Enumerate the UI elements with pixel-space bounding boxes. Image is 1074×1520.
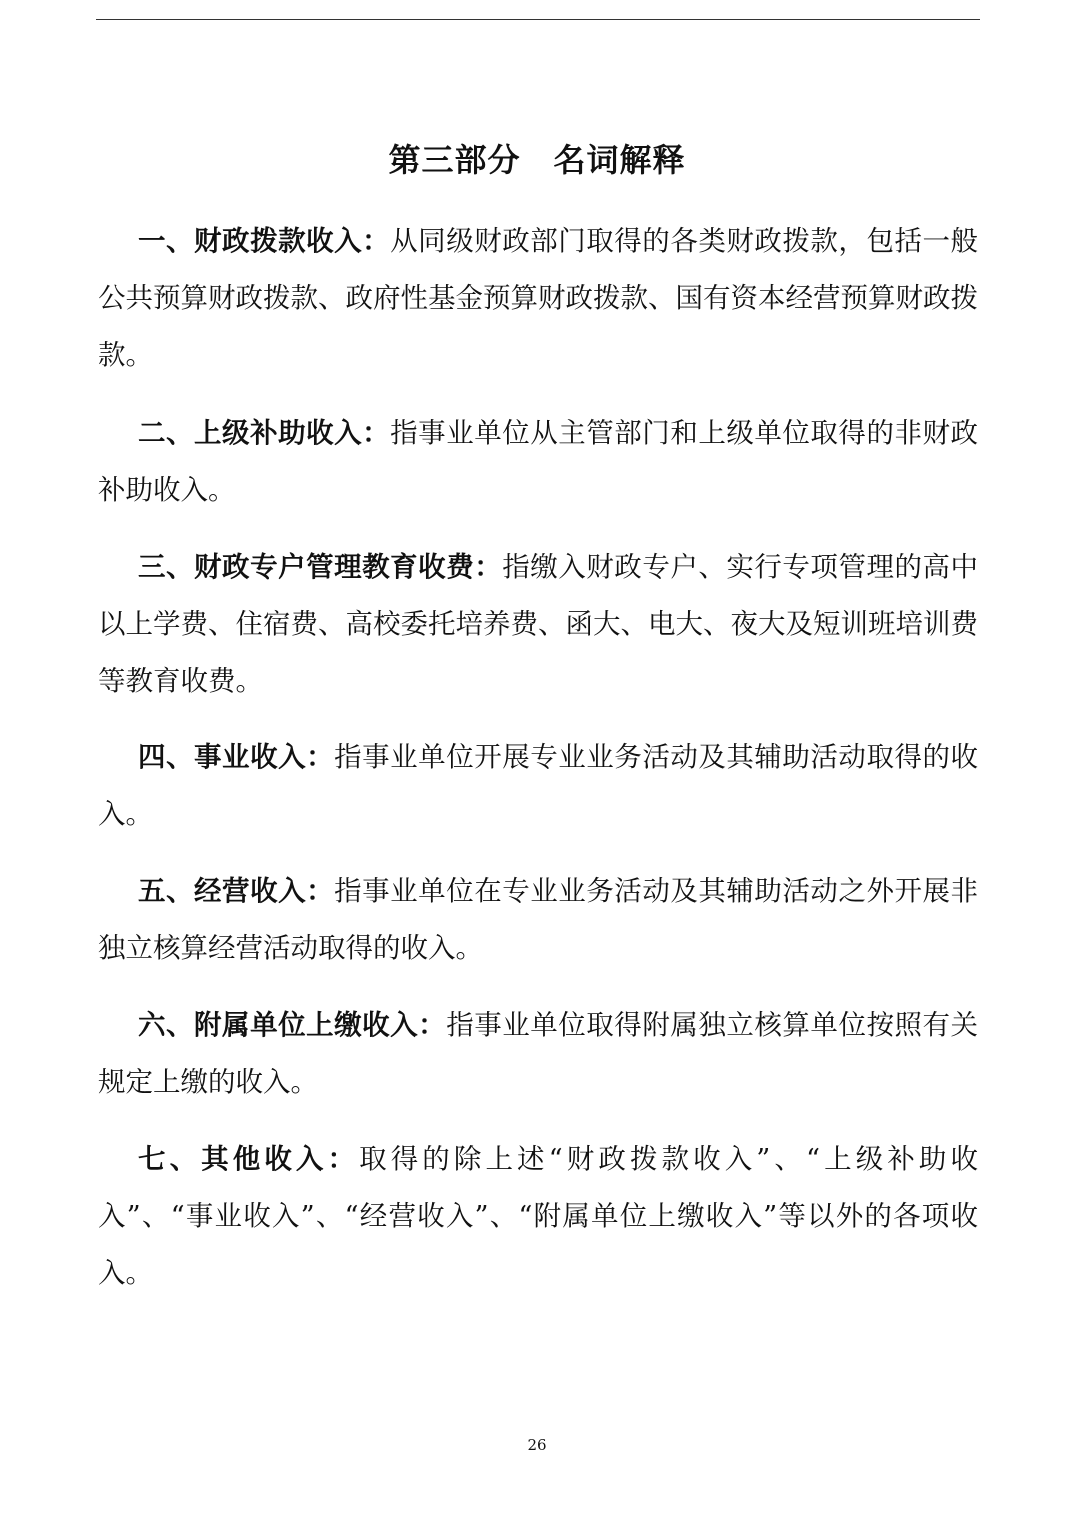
header-rule [96, 19, 980, 20]
page-title: 第三部分 名词解释 [388, 141, 686, 179]
term-subsidiary-remittance-income [98, 997, 978, 1111]
term-definition: 指缴入财政专户、实行专项管理的高中以上学费、住宿费、高校委托培养费、函大、电大、夜大及短训班培训费等教育收费。 [98, 551, 979, 697]
term-definition: 从同级财政部门取得的各类财政拨款，包括一般公共预算财政拨款、政府性基金预算财政拨款、国有资本经营预算财政拨款。 [98, 225, 978, 371]
term-heading: 二、上级补助收入： [138, 417, 391, 449]
term-definition: 取得的除上述“财政拨款收入”、“上级补助收入”、“事业收入”、“经营收入”、“附属单位上缴收入”等以外的各项收入。 [98, 1143, 978, 1289]
term-fiscal-appropriation-income [98, 213, 978, 384]
term-definition: 指事业单位从主管部门和上级单位取得的非财政补助收入。 [98, 417, 978, 506]
term-definition: 指事业单位在专业业务活动及其辅助活动之外开展非独立核算经营活动取得的收入。 [98, 875, 979, 964]
term-heading: 三、财政专户管理教育收费： [138, 551, 503, 583]
term-superior-subsidy-income [98, 405, 978, 519]
term-definition: 指事业单位取得附属独立核算单位按照有关规定上缴的收入。 [98, 1009, 979, 1098]
term-heading: 五、经营收入： [138, 875, 335, 907]
term-operating-income [98, 863, 978, 977]
term-heading: 七、其他收入： [138, 1143, 360, 1175]
term-heading: 一、财政拨款收入： [138, 225, 391, 257]
term-heading: 六、附属单位上缴收入： [138, 1009, 447, 1041]
term-definition: 指事业单位开展专业业务活动及其辅助活动取得的收入。 [98, 741, 979, 830]
term-special-account-education-fees [98, 539, 978, 710]
term-business-income [98, 729, 978, 843]
term-other-income [98, 1131, 978, 1302]
page-number: 26 [527, 1436, 547, 1454]
term-heading: 四、事业收入： [138, 741, 335, 773]
